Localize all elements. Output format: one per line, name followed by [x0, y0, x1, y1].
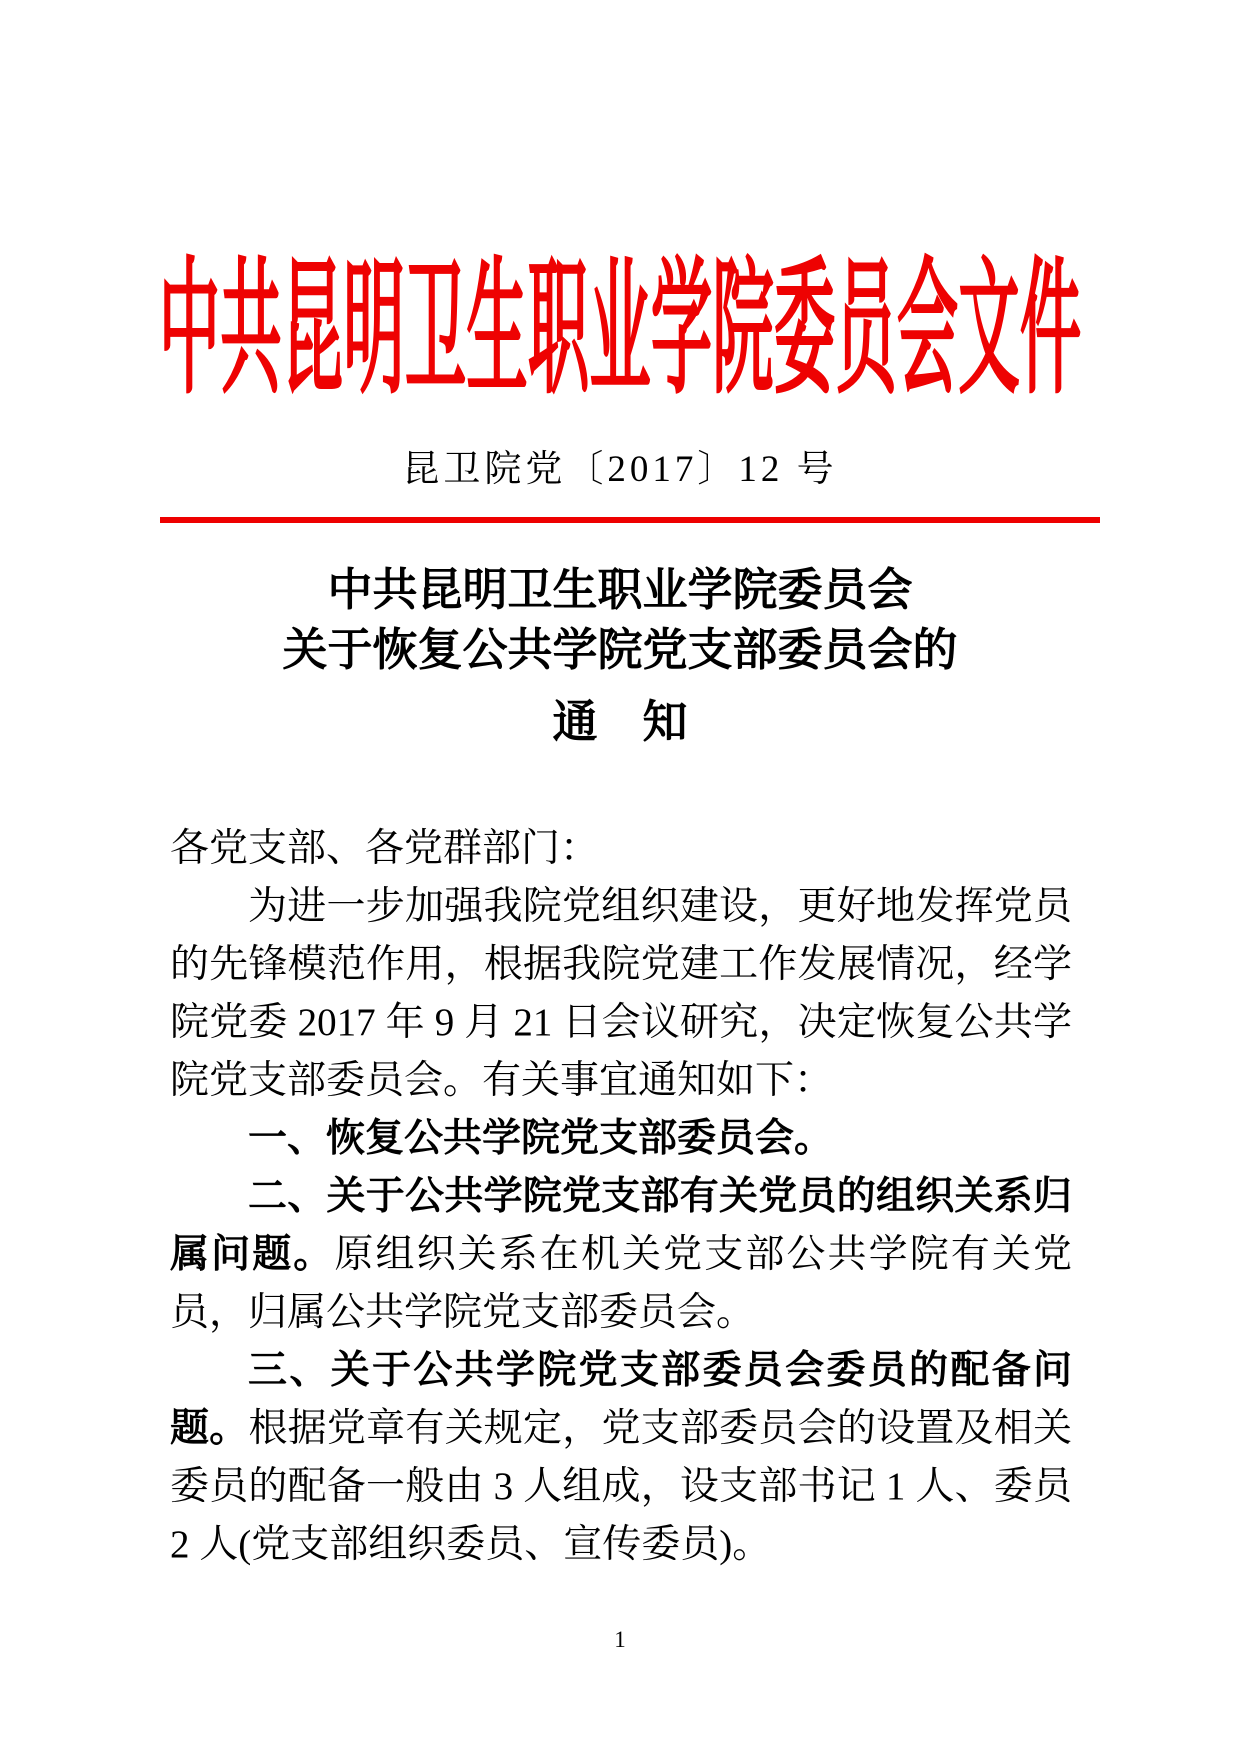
item-2-heading: 二、关于公共学院党支部有关党员的组织关系归属问题。 — [170, 1175, 1072, 1276]
paragraph-item-1 — [170, 1110, 1072, 1168]
salutation: 各党支部、各党群部门： — [170, 827, 600, 870]
item-3-text: 根据党章有关规定，党支部委员会的设置及相关委员的配备一般由 3 人组成，设支部书记 1 人、委员 2 人(党支部组织委员、宣传委员)。 — [170, 1407, 1072, 1566]
title-line-2: 关于恢复公共学院党支部委员会的 — [282, 625, 958, 675]
item-2-text: 原组织关系在机关党支部公共学院有关党员，归属公共学院党支部委员会。 — [170, 1233, 1072, 1334]
item-3-heading: 三、关于公共学院党支部委员会委员的配备问题。 — [170, 1349, 1072, 1450]
letterhead-banner — [0, 235, 1240, 412]
document-title — [0, 560, 1240, 752]
document-number: 昆卫院党〔2017〕12 号 — [402, 449, 838, 490]
document-body — [170, 820, 1072, 1574]
title-line-1: 中共昆明卫生职业学院委员会 — [327, 565, 913, 615]
paragraph-item-2 — [170, 1168, 1072, 1342]
red-divider-rule — [160, 517, 1100, 523]
item-1-heading: 一、恢复公共学院党支部委员会。 — [248, 1117, 834, 1160]
title-line-notice: 通 知 — [552, 697, 688, 747]
paragraph-intro: 为进一步加强我院党组织建设，更好地发挥党员的先锋模范作用，根据我院党建工作发展情况，经学院党委 2017 年 9 月 21 日会议研究，决定恢复公共学院党支部委员会。有关事宜通知如下： — [170, 885, 1072, 1102]
paragraph-item-3 — [170, 1342, 1072, 1574]
page-number: 1 — [614, 1627, 626, 1652]
letterhead-banner-title: 中共昆明卫生职业学院委员会文件 — [158, 248, 1082, 412]
